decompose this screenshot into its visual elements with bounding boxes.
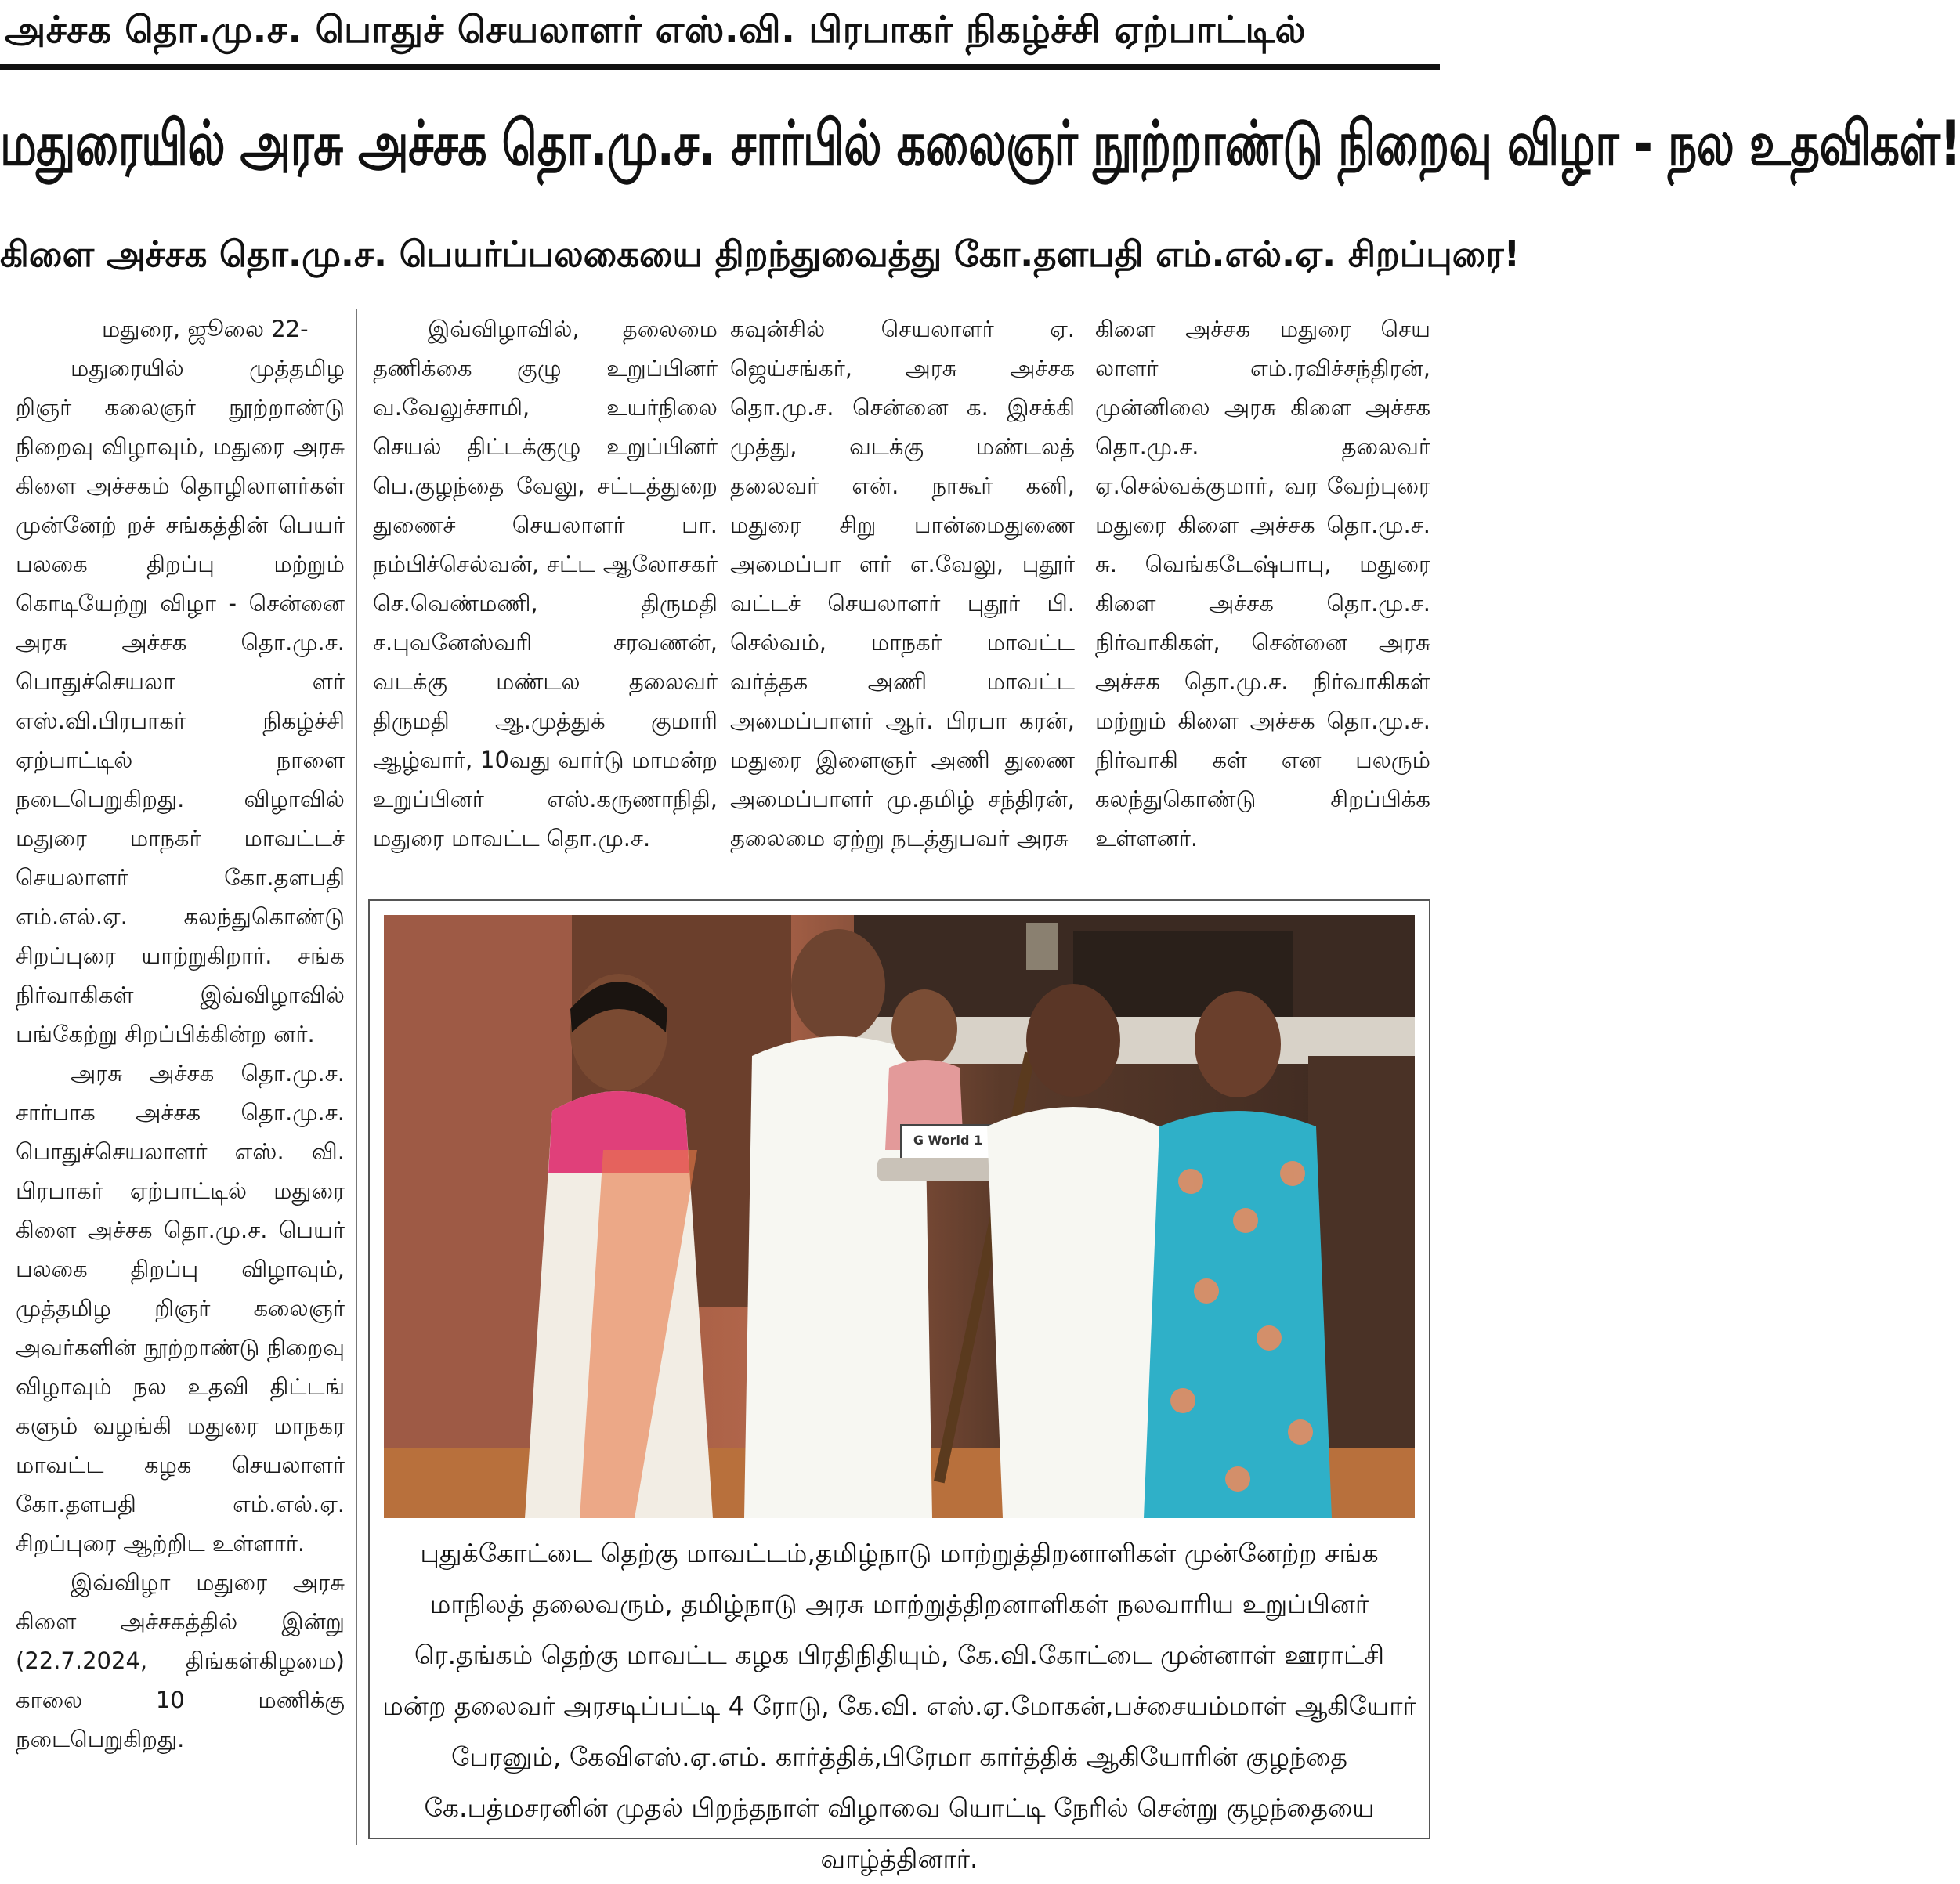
kicker-rule [0,64,1440,70]
article-column-4 [1095,309,1430,893]
column-4-text: கிளை அச்சக மதுரை செய லாளர் எம்.ரவிச்சந்திரன், முன்னிலை அரசு கிளை அச்சக தொ.மு.ச. தலைவர் ஏ.செல்வக்குமார், வர வேற்புரை மதுரை கிளை அச்சக தொ.மு.ச. சு. வெங்கடேஷ்பாபு, மதுரை கிளை அச்சக தொ.மு.ச. நிர்வாகிகள், சென்னை அரசு அச்சக தொ.மு.ச. நிர்வாகிகள் மற்றும் கிளை அச்சக தொ.மு.ச. நிர்வாகி கள் என பலரும் கலந்துகொண்டு சிறப்பிக்க உள்ளனர். [1095,316,1430,852]
news-photo-illustration [384,915,1415,1518]
photo-caption: புதுக்கோட்டை தெற்கு மாவட்டம்,தமிழ்நாடு மாற்றுத்திறனாளிகள் முன்னேற்ற சங்க மாநிலத் தலைவரும், தமிழ்நாடு அரசு மாற்றுத்திறனாளிகள் நலவாரிய உறுப்பினர் ரெ.தங்கம் தெற்கு மாவட்ட கழக பிரதிநிதியும், கே.வி.கோட்டை முன்னாள் ஊராட்சி மன்ற தலைவர் அரசடிப்பட்டி 4 ரோடு, கே.வி. எஸ்.ஏ.மோகன்,பச்சையம்மாள் ஆகியோர் பேரனும், கேவிஎஸ்.ஏ.எம். கார்த்திக்,பிரேமா கார்த்திக் ஆகியோரின் குழந்தை கே.பத்மசரனின் முதல் பிறந்தநாள் விழாவை யொட்டி நேரில் சென்று குழந்தையை வாழ்த்தினார். [382,1538,1416,1874]
article-column-2 [373,309,718,893]
column-divider [356,309,357,1845]
box-label: G World 1 [913,1133,983,1148]
article-column-1 [16,309,345,1845]
article-paragraph-1: மதுரையில் முத்தமிழ றிஞர் கலைஞர் நூற்றாண்டு நிறைவு விழாவும், மதுரை அரசு கிளை அச்சகம் தொழிலாளர்கள் முன்னேற் றச் சங்கத்தின் பெயர் பலகை திறப்பு மற்றும் கொடியேற்று விழா - சென்னை அரசு அச்சக தொ.மு.ச. பொதுச்செயலா ளர் எஸ்.வி.பிரபாகர் நிகழ்ச்சி ஏற்பாட்டில் நாளை நடைபெறுகிறது. விழாவில் மதுரை மாநகர் மாவட்டச் செயலாளர் கோ.தளபதி எம்.எல்.ஏ. கலந்துகொண்டு சிறப்புரை யாற்றுகிறார். சங்க நிர்வாகிகள் இவ்விழாவில் பங்கேற்று சிறப்பிக்கின்ற னர். [16,355,345,1047]
column-3-text: கவுன்சில் செயலாளர் ஏ. ஜெய்சங்கர், அரசு அச்சக தொ.மு.ச. சென்னை க. இசக்கி முத்து, வடக்கு மண்டலத் தலைவர் என். நாகூர் கனி, மதுரை சிறு பான்மைதுணை அமைப்பா ளர் எ.வேலு, புதூர் வட்டச் செயலாளர் புதூர் பி. செல்வம், மாநகர் மாவட்ட வர்த்தக அணி மாவட்ட அமைப்பாளர் ஆர். பிரபா கரன், மதுரை இளைஞர் அணி துணை அமைப்பாளர் மு.தமிழ் சந்திரன், தலைமை ஏற்று நடத்துபவர் அரசு [730,316,1075,852]
kicker-headline: அச்சக தொ.மு.ச. பொதுச் செயலாளர் எஸ்.வி. பிரபாகர் நிகழ்ச்சி ஏற்பாட்டில் [5,9,1306,52]
article-paragraph-2: அரசு அச்சக தொ.மு.ச. சார்பாக அச்சக தொ.மு.ச. பொதுச்செயலாளர் எஸ். வி. பிரபாகர் ஏற்பாட்டில் மதுரை கிளை அச்சக தொ.மு.ச. பெயர் பலகை திறப்பு விழாவும், முத்தமிழ றிஞர் கலைஞர் அவர்களின் நூற்றாண்டு நிறைவு விழாவும் நல உதவி திட்டங் களும் வழங்கி மதுரை மாநகர மாவட்ட கழக செயலாளர் கோ.தளபதி எம்.எல்.ஏ. சிறப்புரை ஆற்றிட உள்ளார். [16,1060,345,1557]
article-paragraph-3: இவ்விழா மதுரை அரசு கிளை அச்சகத்தில் இன்று (22.7.2024, திங்கள்கிழமை) காலை 10 மணிக்கு நடைபெறுகிறது. [16,1569,345,1752]
news-photo [384,915,1415,1518]
photo-box [368,899,1430,1874]
column-2-text: இவ்விழாவில், தலைமை தணிக்கை குழு உறுப்பினர் வ.வேலுச்சாமி, உயர்நிலை செயல் திட்டக்குழு உறுப்பினர் பெ.குழந்தை வேலு, சட்டத்துறை துணைச் செயலாளர் பா. நம்பிச்செல்வன், சட்ட ஆலோசகர் செ.வெண்மணி, திருமதி ச.புவனேஸ்வரி சரவணன், வடக்கு மண்டல தலைவர் திருமதி ஆ.முத்துக் குமாரி ஆழ்வார், 10வது வார்டு மாமன்ற உறுப்பினர் எஸ்.கருணாநிதி, மதுரை மாவட்ட தொ.மு.ச. [373,316,718,852]
dateline: மதுரை, ஜூலை 22- [102,316,309,342]
main-headline: மதுரையில் அரசு அச்சக தொ.மு.ச. சார்பில் கலைஞர் நூற்றாண்டு நிறைவு விழா - நல உதவிகள்! [0,107,1960,179]
sub-headline: கிளை அச்சக தொ.மு.ச. பெயர்ப்பலகையை திறந்துவைத்து கோ.தளபதி எம்.எல்.ஏ. சிறப்புரை! [0,233,1521,275]
article-column-3 [730,309,1075,893]
